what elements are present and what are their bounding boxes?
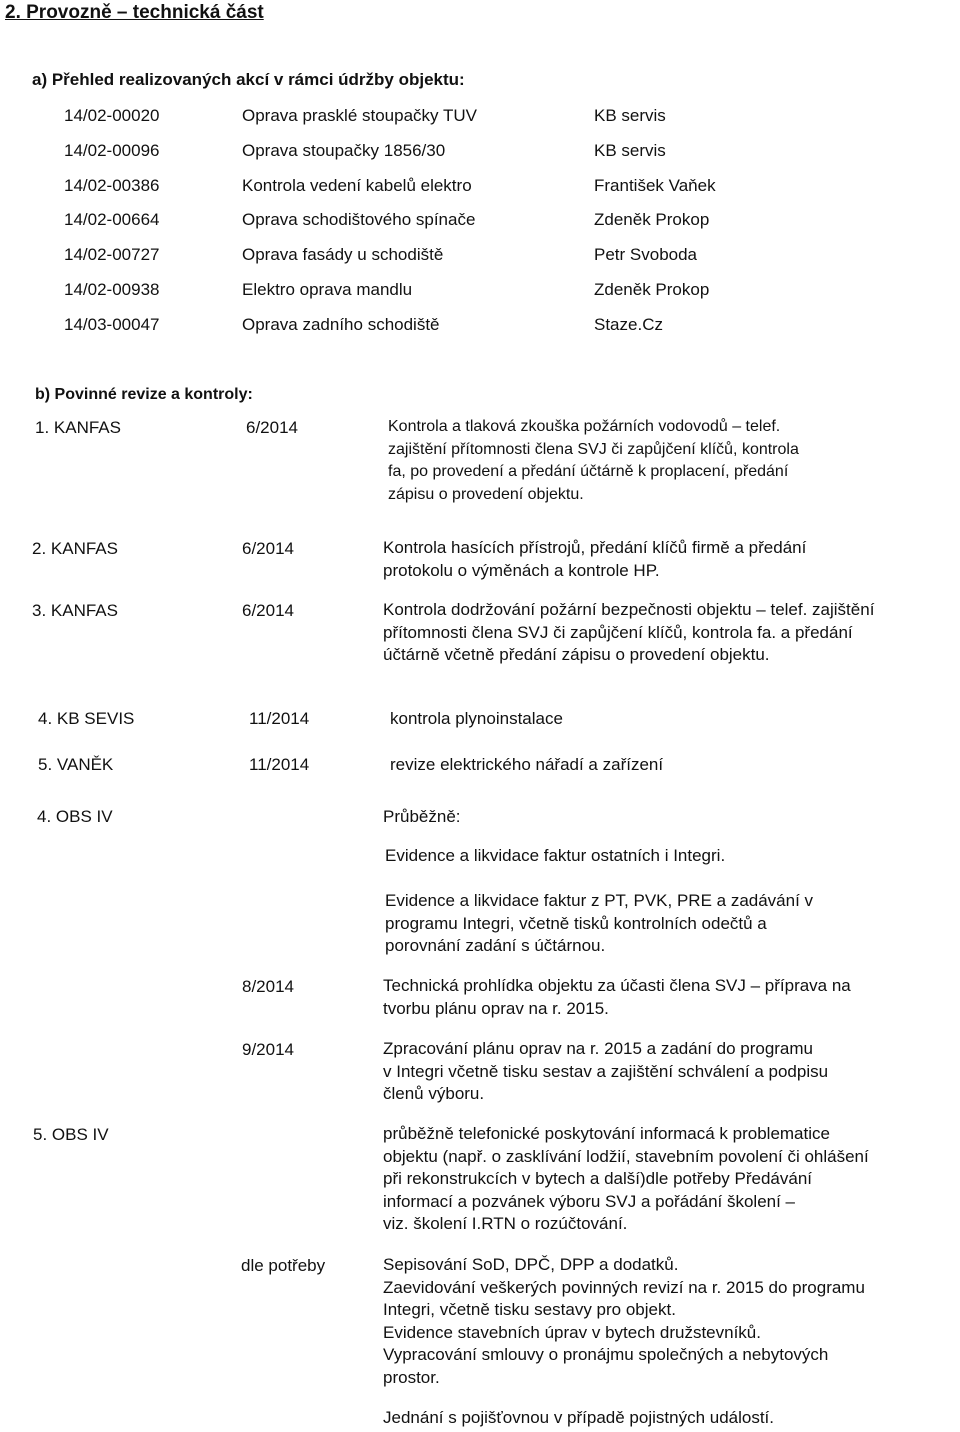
- revision-name: 2. KANFAS: [32, 539, 118, 558]
- revision-date: 6/2014: [246, 418, 298, 437]
- row-contractor: František Vaňek: [594, 176, 716, 195]
- row-code: 14/02-00727: [64, 245, 160, 264]
- row-code: 14/02-00938: [64, 280, 160, 299]
- revision-date: 6/2014: [242, 539, 294, 558]
- row-action: Oprava prasklé stoupačky TUV: [242, 106, 477, 125]
- revision-name: 3. KANFAS: [32, 601, 118, 620]
- revision-date: 6/2014: [242, 601, 294, 620]
- row-code: 14/03-00047: [64, 315, 160, 334]
- row-action: Oprava stoupačky 1856/30: [242, 141, 446, 160]
- revision-description: Kontrola a tlaková zkouška požárních vodovodů – telef. zajištění přítomnosti člena SVJ či zapůjčení klíčů, kontrola fa, po provedení a předání účtárně k proplacení, předání zápisu o provedení objektu.: [388, 418, 799, 503]
- revision-description: kontrola plynoinstalace: [390, 709, 563, 728]
- obs-date: dle potřeby: [241, 1256, 326, 1275]
- revision-date: 11/2014: [249, 755, 310, 774]
- row-code: 14/02-00096: [64, 141, 160, 160]
- obs-date: 8/2014: [242, 977, 294, 996]
- obs-name: 5. OBS IV: [33, 1125, 109, 1144]
- obs-task: Evidence a likvidace faktur z PT, PVK, PRE a zadávání v programu Integri, včetně tisků kontrolních odečtů a porovnání zadání s účtárnou.: [385, 891, 814, 955]
- row-code: 14/02-00386: [64, 176, 160, 195]
- row-code: 14/02-00664: [64, 210, 160, 229]
- row-contractor: Zdeněk Prokop: [594, 280, 710, 299]
- obs-date: 9/2014: [242, 1040, 294, 1059]
- obs-label: Průběžně:: [383, 807, 461, 826]
- obs-task: Jednání s pojišťovnou v případě pojistných událostí.: [383, 1408, 775, 1427]
- revision-name: 1. KANFAS: [35, 418, 121, 437]
- obs-task: Evidence a likvidace faktur ostatních i Integri.: [385, 846, 726, 865]
- row-action: Elektro oprava mandlu: [242, 280, 413, 299]
- row-code: 14/02-00020: [64, 106, 160, 125]
- obs-task: Sepisování SoD, DPČ, DPP a dodatků. Zaevidování veškerých povinných revizí na r. 2015 do programu Integri, včetně tisku sestavy pro objekt. Evidence stavebních úprav v bytech družstevníků. Vypracování smlouvy o pronájmu společných a nebytových prostor.: [383, 1255, 865, 1387]
- revision-description: revize elektrického nářadí a zařízení: [390, 755, 664, 774]
- obs-name: 4. OBS IV: [37, 807, 113, 826]
- section-a-title: a) Přehled realizovaných akcí v rámci údržby objektu:: [32, 70, 465, 89]
- row-contractor: Petr Svoboda: [594, 245, 698, 264]
- revision-description: Kontrola hasících přístrojů, předání klíčů firmě a předání protokolu o výměnách a kontrole HP.: [383, 538, 807, 580]
- row-action: Oprava fasády u schodiště: [242, 245, 444, 264]
- row-action: Oprava schodištového spínače: [242, 210, 476, 229]
- row-action: Oprava zadního schodiště: [242, 315, 440, 334]
- section-b-title: b) Povinné revize a kontroly:: [35, 386, 253, 403]
- revision-name: 4. KB SEVIS: [38, 709, 135, 728]
- obs-task: průběžně telefonické poskytování informacá k problematice objektu (např. o zasklívání lodžií, stavebním povolení či ohlášení při rekonstrukcích v bytech a další)dle potřeby Předávání informací a pozvánek výboru SVJ a pořádání školení – viz. školení I.RTN o rozúčtování.: [383, 1124, 869, 1233]
- row-action: Kontrola vedení kabelů elektro: [242, 176, 472, 195]
- obs-task: Zpracování plánu oprav na r. 2015 a zadání do programu v Integri včetně tisku sestav a zajištění schválení a podpisu členů výboru.: [383, 1039, 829, 1103]
- revision-date: 11/2014: [249, 709, 310, 728]
- revision-description: Kontrola dodržování požární bezpečnosti objektu – telef. zajištění přítomnosti člena SVJ či zapůjčení klíčů, kontrola fa. a předání účtárně včetně předání zápisu o provedení objektu.: [383, 600, 875, 664]
- obs-task: Technická prohlídka objektu za účasti člena SVJ – příprava na tvorbu plánu oprav na r. 2015.: [383, 976, 851, 1018]
- page-heading: 2. Provozně – technická část: [5, 2, 264, 23]
- row-contractor: Zdeněk Prokop: [594, 210, 710, 229]
- row-contractor: KB servis: [594, 141, 666, 160]
- revision-name: 5. VANĚK: [38, 755, 114, 774]
- row-contractor: Staze.Cz: [594, 315, 663, 334]
- row-contractor: KB servis: [594, 106, 666, 125]
